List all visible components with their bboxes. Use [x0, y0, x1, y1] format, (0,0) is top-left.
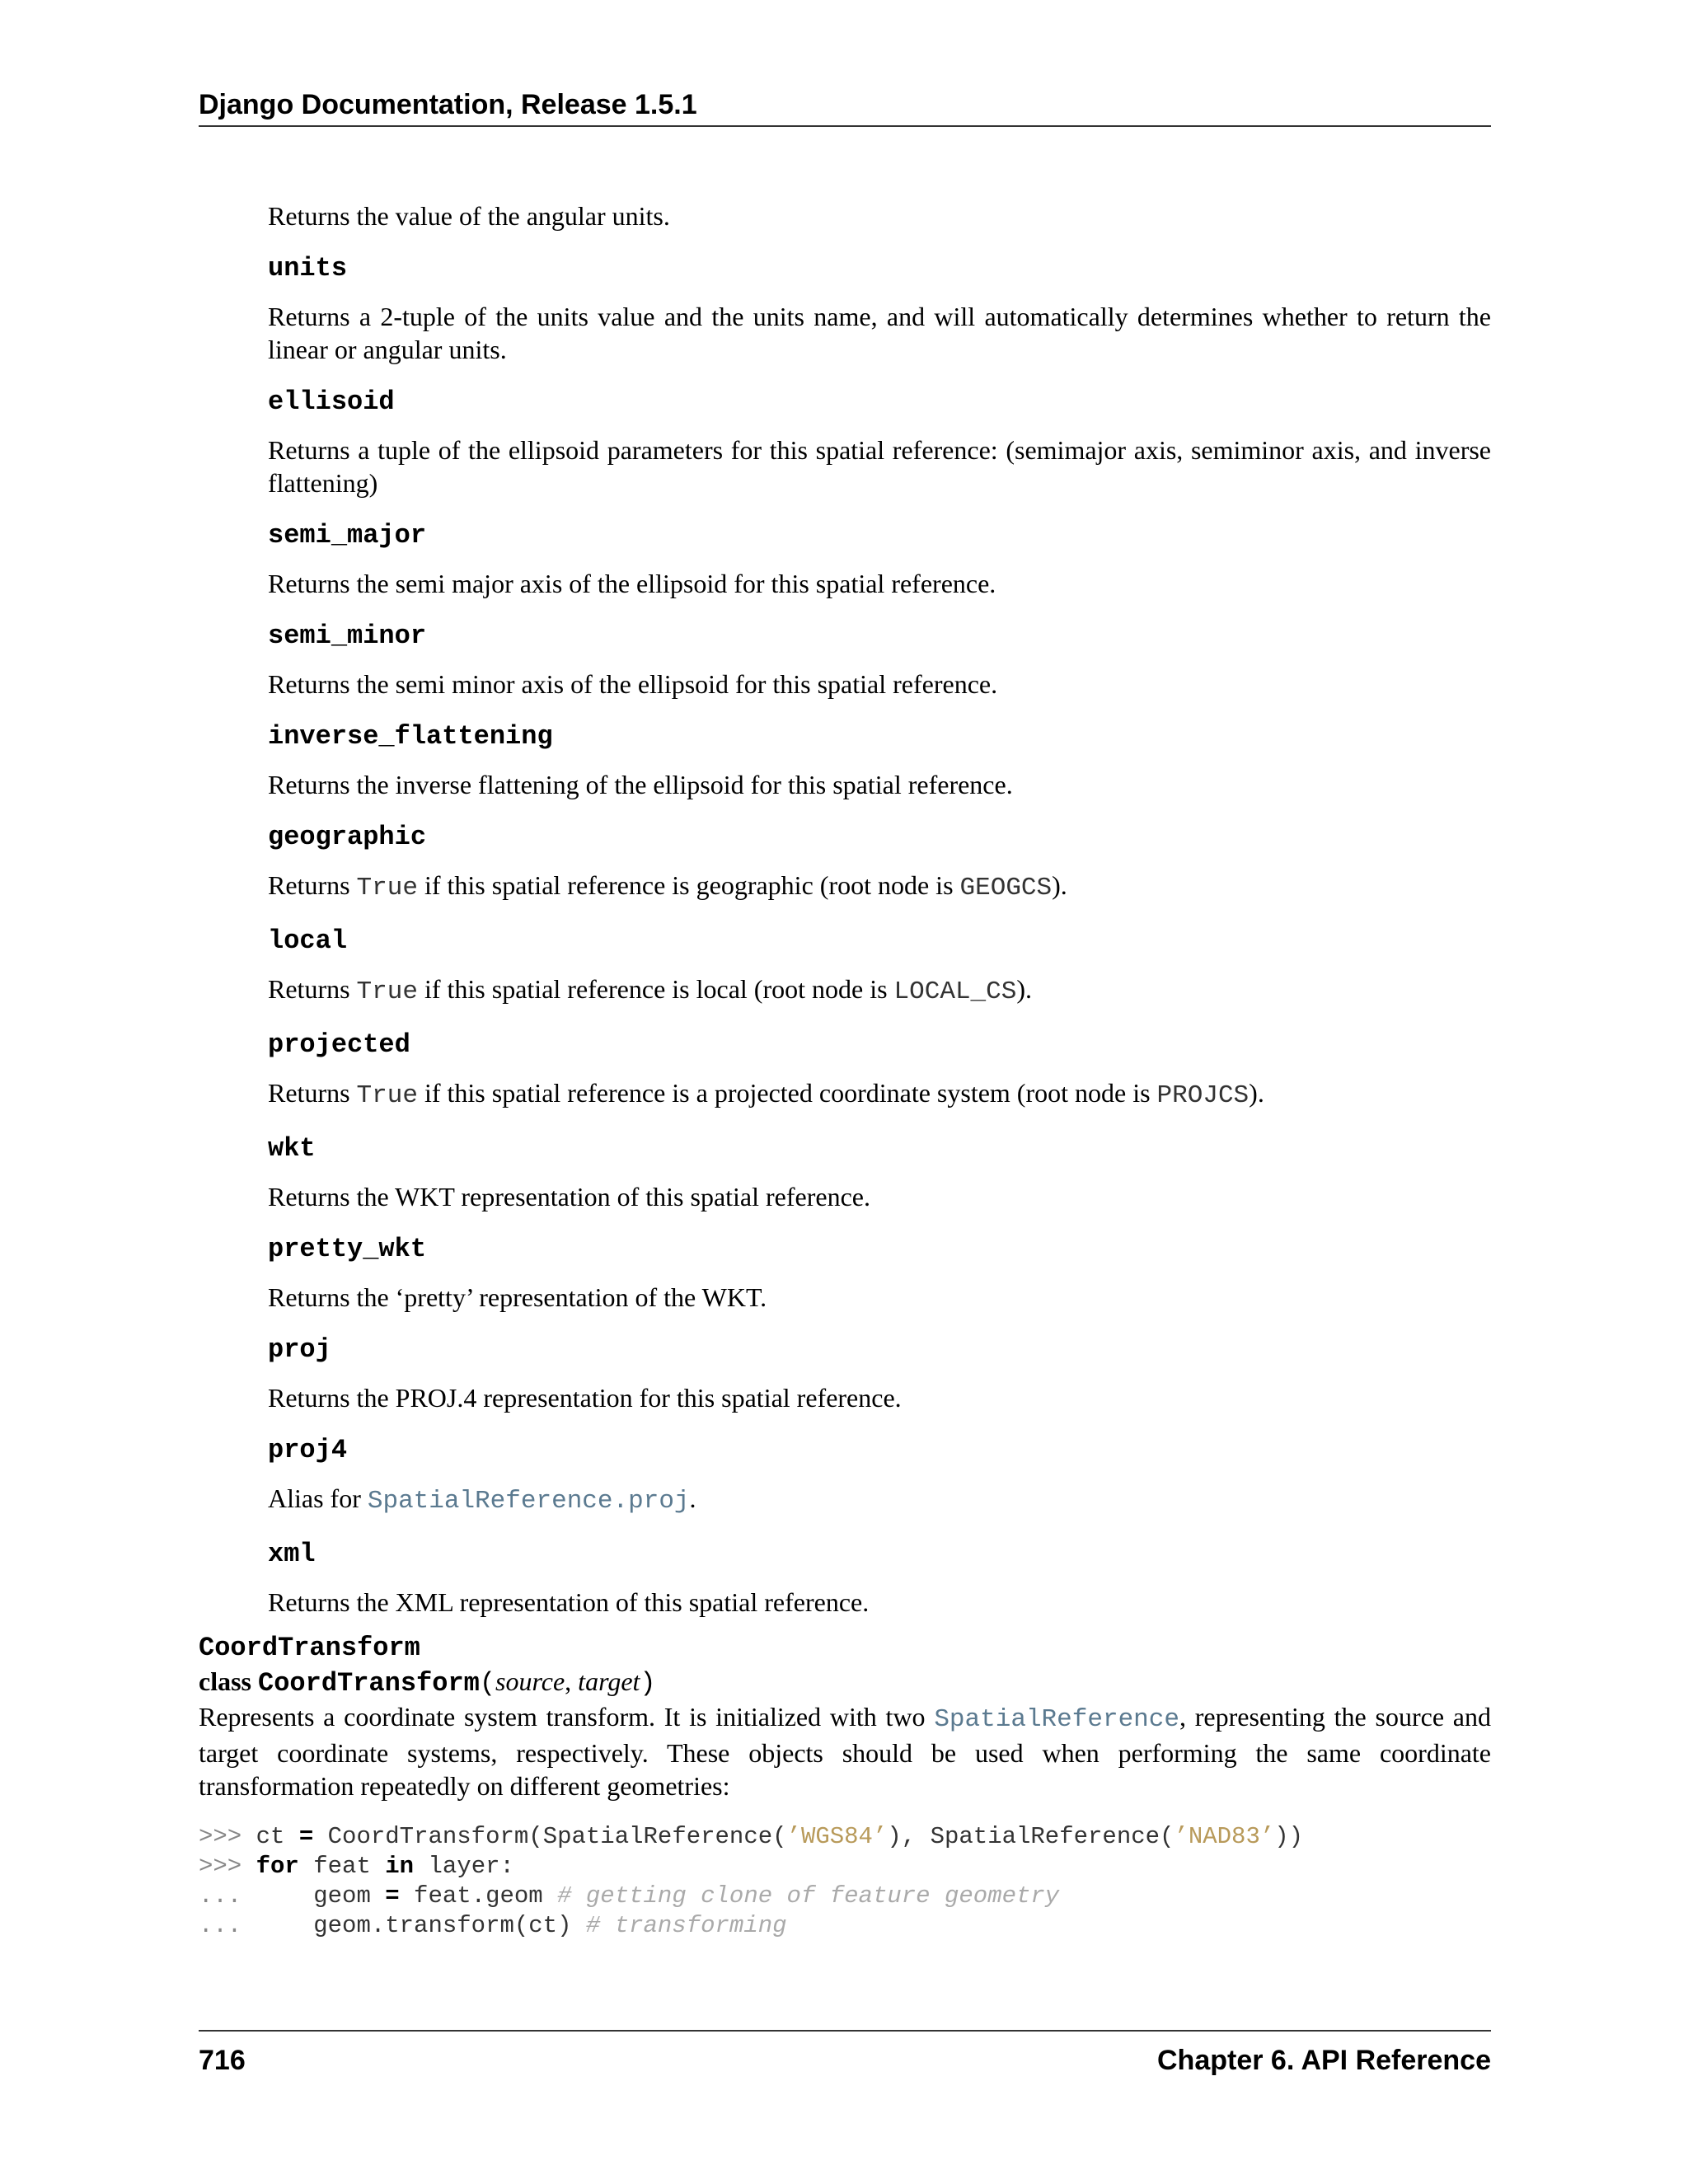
attr-desc-inverse-flattening: Returns the inverse flattening of the ellipsoid for this spatial reference.: [268, 770, 1013, 799]
attribute-list: [268, 199, 1491, 1638]
attr-desc-units: Returns a 2-tuple of the units value and the units name, and will automatically determines whether to return the linear or angular units.: [268, 302, 1491, 364]
coordtransform-section: [199, 1632, 1491, 1941]
link-spatialreference-proj[interactable]: SpatialReference.proj: [367, 1487, 690, 1516]
text: .: [689, 1483, 696, 1513]
code-string: ’NAD83’: [1174, 1823, 1275, 1850]
attr-desc-semi-minor: Returns the semi minor axis of the ellipsoid for this spatial reference.: [268, 669, 998, 699]
text: if this spatial reference is geographic (root node is: [417, 870, 960, 900]
section-title: CoordTransform: [199, 1633, 420, 1663]
page-footer: [199, 2030, 1491, 2078]
code-operator: =: [298, 1823, 314, 1850]
text: , representing the source and target coordinate systems, respectively. These objects should be used when performing the same coordinate transformation repeatedly on different geometries:: [199, 1702, 1492, 1801]
code-line-1: [199, 1822, 1491, 1852]
open-paren: (: [479, 1668, 496, 1699]
attr-desc-xml: Returns the XML representation of this spatial reference.: [268, 1587, 870, 1617]
code-prompt: ...: [199, 1912, 314, 1939]
class-description: [199, 1700, 1491, 1802]
text: Returns: [268, 870, 357, 900]
code-text: layer:: [414, 1853, 514, 1880]
text: Represents a coordinate system transform. It is initialized with two: [199, 1702, 935, 1732]
code-text: geom.transform(ct): [313, 1912, 586, 1939]
code-line-3: [199, 1882, 1491, 1911]
attr-desc-wkt: Returns the WKT representation of this spatial reference.: [268, 1182, 870, 1212]
class-signature: [199, 1665, 1491, 1700]
attr-name-semi-major: semi_major: [268, 520, 427, 551]
text: ).: [1249, 1078, 1264, 1108]
page-number: 716: [199, 2045, 246, 2076]
inline-code-local-cs: LOCAL_CS: [893, 977, 1017, 1006]
close-paren: ): [640, 1668, 656, 1699]
code-prompt: >>>: [199, 1823, 256, 1850]
attr-name-semi-minor: semi_minor: [268, 621, 427, 651]
text: if this spatial reference is local (root node is: [417, 974, 894, 1004]
code-text: geom: [313, 1882, 386, 1910]
attr-desc-local: [268, 972, 1491, 1009]
code-comment: # transforming: [585, 1912, 787, 1939]
attr-name-geographic: geographic: [268, 822, 427, 852]
attr-desc-ellisoid: Returns a tuple of the ellipsoid parameters for this spatial reference: (semimajor axis, semiminor axis, and inverse flattening): [268, 435, 1491, 498]
inline-code-true: True: [356, 1081, 418, 1110]
attr-name-wkt: wkt: [268, 1133, 316, 1164]
chapter-title: Chapter 6. API Reference: [1157, 2045, 1491, 2076]
code-line-2: [199, 1852, 1491, 1882]
class-name: CoordTransform: [258, 1668, 480, 1699]
code-text: feat.geom: [399, 1882, 558, 1910]
code-keyword: in: [385, 1853, 415, 1880]
attr-desc-proj: Returns the PROJ.4 representation for this spatial reference.: [268, 1383, 902, 1413]
code-text: ), SpatialReference(: [887, 1823, 1175, 1850]
inline-code-true: True: [356, 977, 418, 1006]
attr-desc-angular-units: Returns the value of the angular units.: [268, 201, 670, 231]
code-operator: =: [385, 1882, 400, 1910]
text: if this spatial reference is a projected coordinate system (root node is: [417, 1078, 1157, 1108]
attr-desc-geographic: [268, 869, 1491, 905]
code-block: [199, 1822, 1491, 1941]
attr-desc-pretty-wkt: Returns the ‘pretty’ representation of the WKT.: [268, 1282, 767, 1312]
code-text: CoordTransform(SpatialReference(: [313, 1823, 787, 1850]
comma: ,: [565, 1666, 579, 1696]
attr-name-inverse-flattening: inverse_flattening: [268, 721, 553, 752]
class-keyword: class: [199, 1666, 251, 1696]
attr-name-proj4: proj4: [268, 1435, 348, 1465]
code-line-4: [199, 1911, 1491, 1941]
attr-name-local: local: [268, 926, 348, 956]
code-keyword: for: [256, 1853, 299, 1880]
code-prompt: ...: [199, 1882, 314, 1910]
inline-code-geogcs: GEOGCS: [959, 874, 1053, 902]
text: Returns: [268, 974, 357, 1004]
code-comment: # getting clone of feature geometry: [557, 1882, 1060, 1910]
code-string: ’WGS84’: [786, 1823, 888, 1850]
code-text: )): [1274, 1823, 1304, 1850]
attr-name-units: units: [268, 253, 348, 284]
attr-name-proj: proj: [268, 1334, 331, 1365]
attr-name-projected: projected: [268, 1029, 410, 1060]
inline-code-true: True: [356, 874, 418, 902]
link-spatialreference[interactable]: SpatialReference: [934, 1705, 1179, 1734]
code-text: feat: [298, 1853, 386, 1880]
attr-name-ellisoid: ellisoid: [268, 387, 395, 417]
code-text: ct: [256, 1823, 299, 1850]
header-title: Django Documentation, Release 1.5.1: [199, 89, 697, 120]
arg-target: target: [578, 1666, 640, 1696]
attr-desc-projected: [268, 1076, 1491, 1113]
inline-code-projcs: PROJCS: [1156, 1081, 1250, 1110]
page-header: [199, 87, 1491, 127]
text: Returns: [268, 1078, 357, 1108]
attr-desc-proj4: [268, 1482, 1491, 1518]
text: ).: [1016, 974, 1033, 1004]
attr-name-pretty-wkt: pretty_wkt: [268, 1234, 427, 1264]
attr-desc-semi-major: Returns the semi major axis of the ellipsoid for this spatial reference.: [268, 569, 996, 598]
code-prompt: >>>: [199, 1853, 256, 1880]
text: ).: [1052, 870, 1067, 900]
arg-source: source: [495, 1666, 565, 1696]
attr-name-xml: xml: [268, 1539, 316, 1569]
text: Alias for: [268, 1483, 368, 1513]
